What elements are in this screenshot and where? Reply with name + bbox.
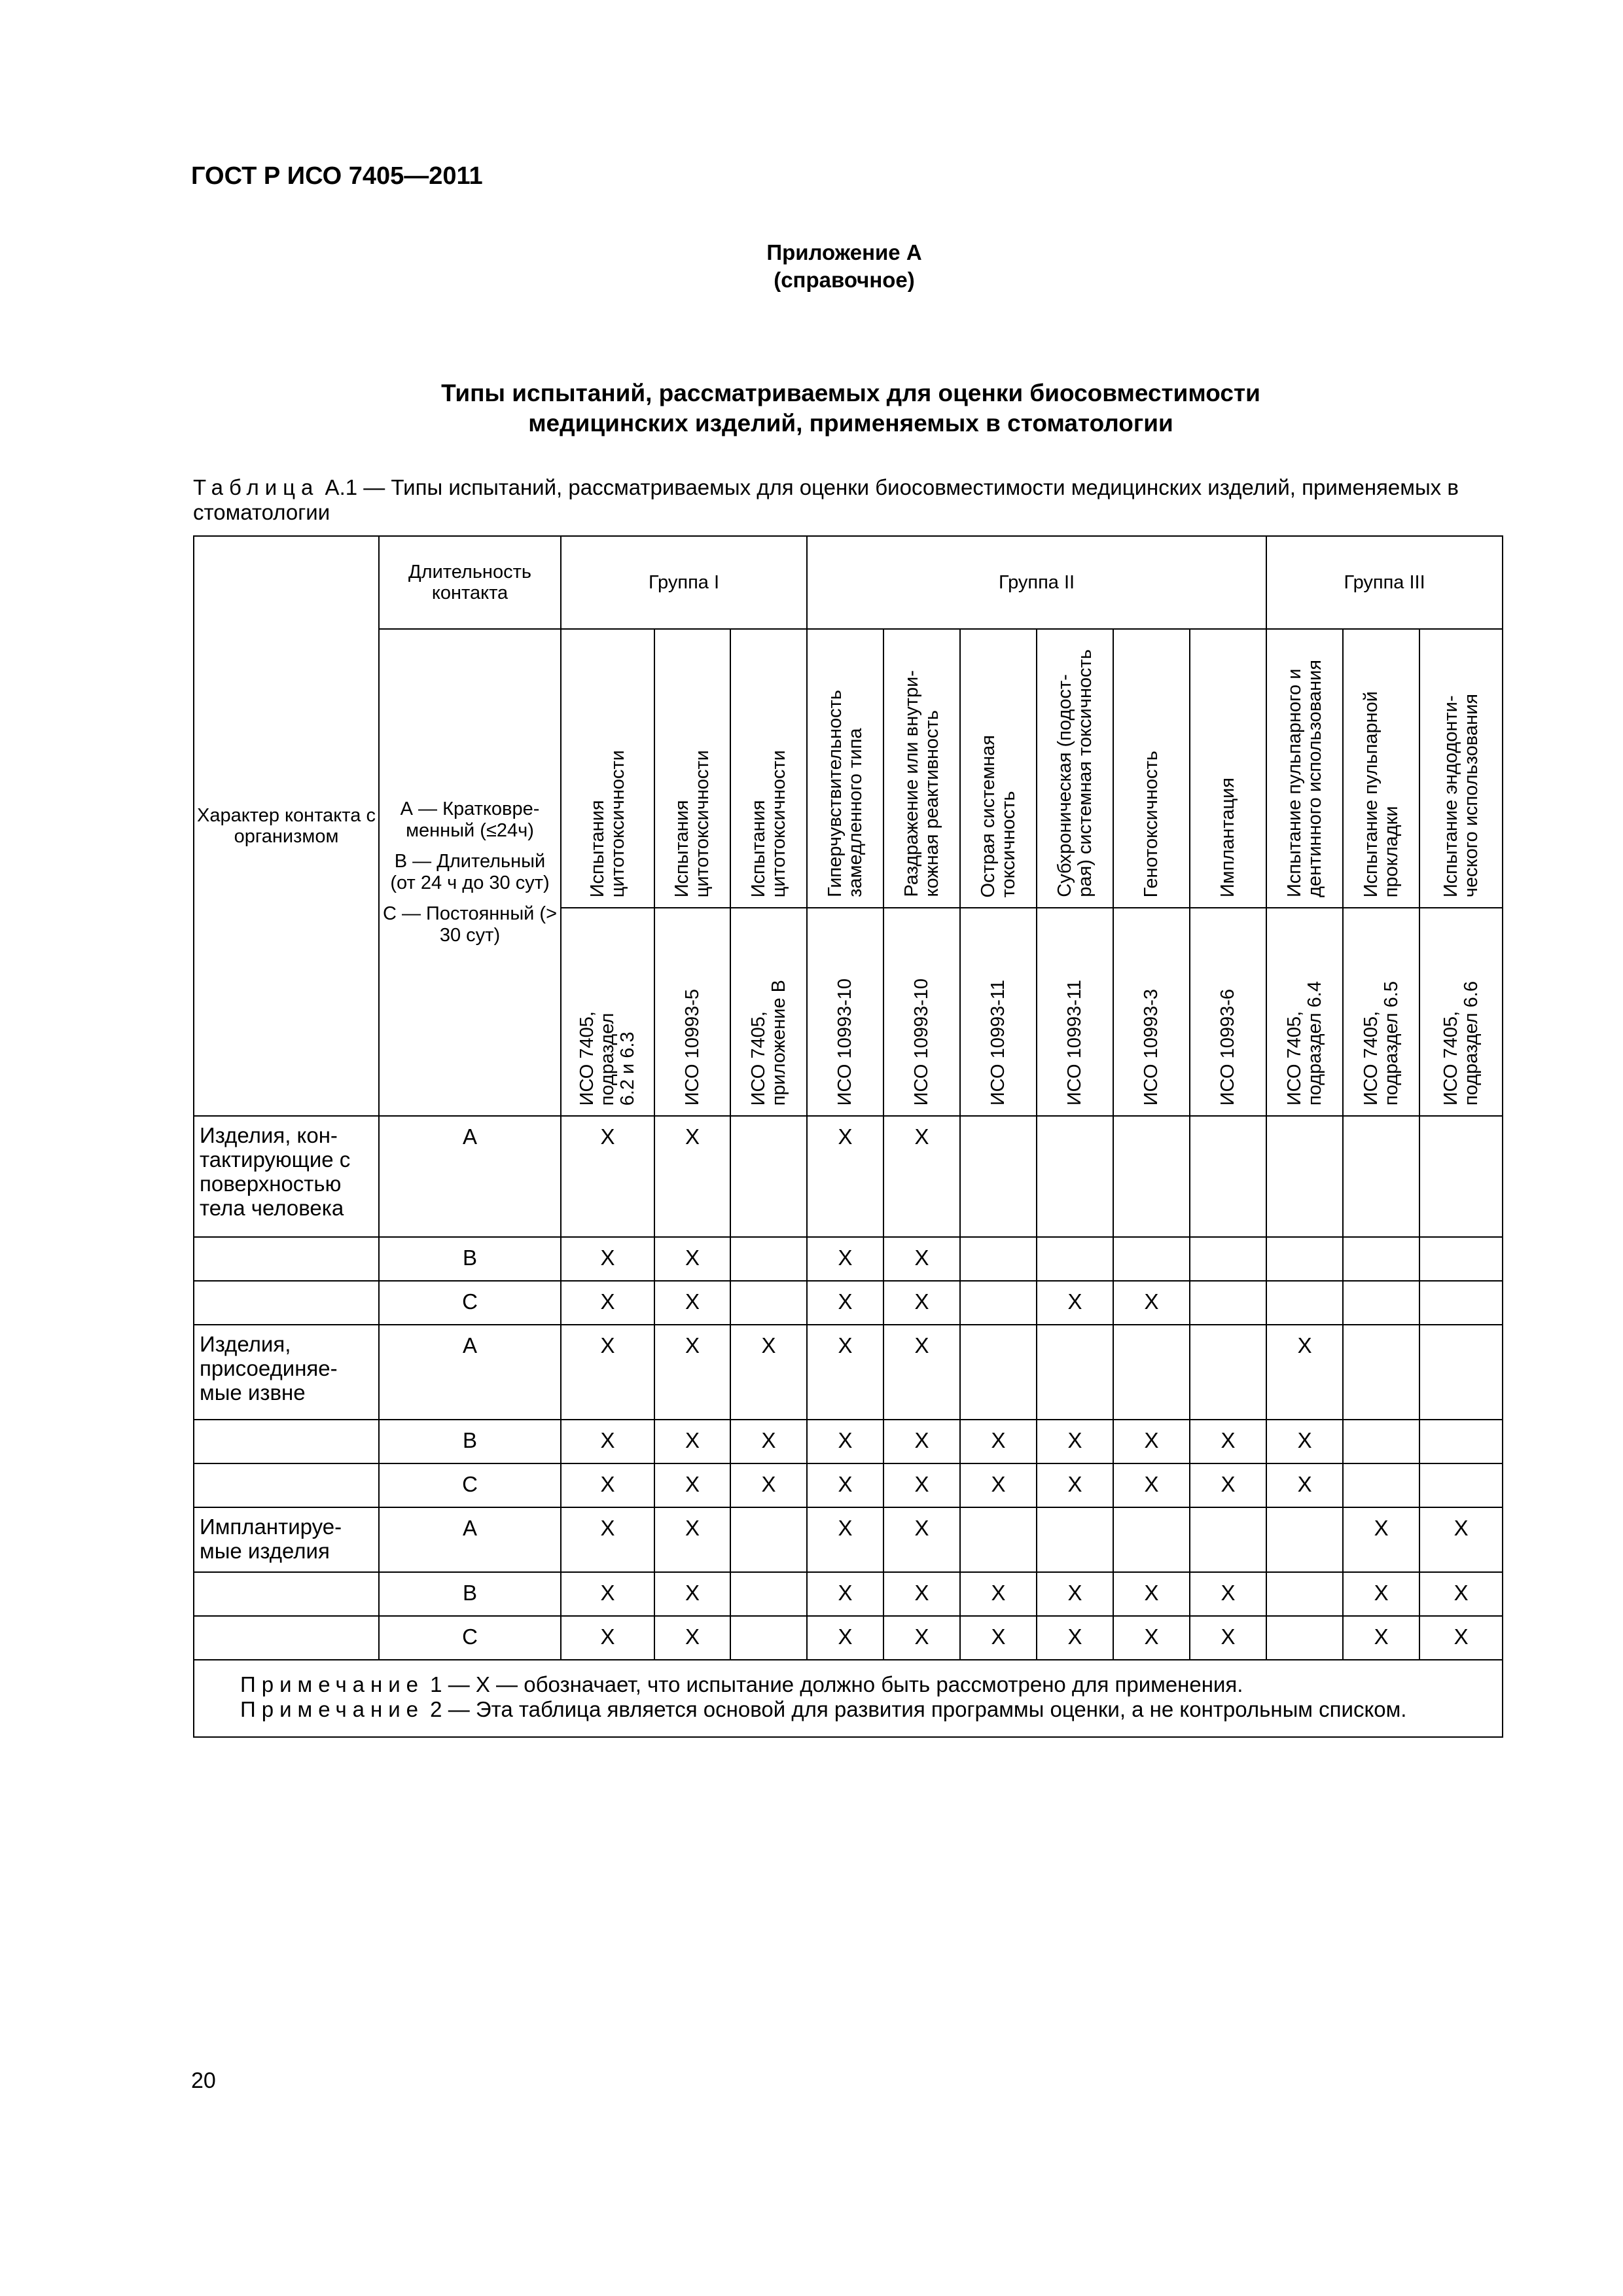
contact-duration-cell: А xyxy=(379,1116,561,1237)
test-header-5 xyxy=(883,629,960,908)
test-mark-cell: X xyxy=(960,1420,1037,1463)
standard-header-10 xyxy=(1266,908,1343,1116)
table-row xyxy=(194,1463,1503,1507)
test-mark-cell: X xyxy=(1190,1420,1266,1463)
test-mark-cell: X xyxy=(654,1616,730,1660)
test-mark-cell: X xyxy=(807,1281,883,1325)
test-mark-cell: X xyxy=(561,1420,654,1463)
contact-duration-cell: С xyxy=(379,1463,561,1507)
test-mark-cell xyxy=(1343,1420,1419,1463)
test-mark-cell: X xyxy=(1419,1572,1503,1616)
group-2-header: Группа II xyxy=(807,536,1266,629)
note-text: 2 — Эта таблица является основой для развития программы оценки, а не контрольным списком. xyxy=(424,1697,1407,1721)
appendix-title: Приложение А xyxy=(766,240,922,264)
table-caption xyxy=(193,475,1502,525)
test-mark-cell xyxy=(1343,1116,1419,1237)
test-mark-cell: X xyxy=(883,1572,960,1616)
table-row xyxy=(194,1325,1503,1420)
appendix-subtitle: (справочное) xyxy=(774,268,915,292)
test-mark-cell: X xyxy=(1113,1420,1190,1463)
duration-legend xyxy=(379,629,561,1116)
test-name: Испытания цитотоксичности xyxy=(747,749,789,897)
test-mark-cell: X xyxy=(883,1420,960,1463)
test-mark-cell: X xyxy=(1419,1616,1503,1660)
contact-character-cell: Изделия, кон-тактирующие с поверхностью тела человека xyxy=(194,1116,379,1237)
test-header-9 xyxy=(1190,629,1266,908)
test-mark-cell: X xyxy=(883,1116,960,1237)
test-name: Острая системная токсичность xyxy=(977,734,1019,897)
contact-duration-cell: С xyxy=(379,1281,561,1325)
table-row xyxy=(194,1237,1503,1281)
test-mark-cell xyxy=(1266,1616,1343,1660)
test-mark-cell: X xyxy=(654,1507,730,1572)
test-header-7 xyxy=(1037,629,1113,908)
contact-character-cell xyxy=(194,1281,379,1325)
test-mark-cell xyxy=(1343,1237,1419,1281)
standard-header-8 xyxy=(1113,908,1190,1116)
standard-header-4 xyxy=(807,908,883,1116)
standard-reference: ИСО 10993-10 xyxy=(911,978,933,1105)
standard-header-6 xyxy=(960,908,1037,1116)
note-label: Примечание xyxy=(240,1697,425,1721)
test-mark-cell xyxy=(730,1507,807,1572)
test-mark-cell: X xyxy=(960,1572,1037,1616)
contact-character-cell: Имплантируе-мые изделия xyxy=(194,1507,379,1572)
test-header-1 xyxy=(561,629,654,908)
test-mark-cell xyxy=(1266,1116,1343,1237)
main-title-line-1: Типы испытаний, рассматриваемых для оценки биосовместимости xyxy=(441,380,1260,406)
test-mark-cell: X xyxy=(807,1237,883,1281)
contact-character-cell xyxy=(194,1237,379,1281)
table-caption-text: А.1 — Типы испытаний, рассматриваемых для оценки биосовместимости медицинских изделий, применяемых в стоматологии xyxy=(193,475,1459,524)
test-header-12 xyxy=(1419,629,1503,908)
test-mark-cell: X xyxy=(1113,1616,1190,1660)
test-mark-cell: X xyxy=(1113,1572,1190,1616)
contact-character-cell xyxy=(194,1616,379,1660)
test-mark-cell: X xyxy=(807,1463,883,1507)
test-name: Раздражение или внутри- кожная реактивность xyxy=(901,670,942,897)
test-mark-cell xyxy=(1419,1116,1503,1237)
standard-reference: ИСО 7405, приложение В xyxy=(747,979,789,1105)
test-mark-cell xyxy=(1190,1116,1266,1237)
test-mark-cell: X xyxy=(654,1420,730,1463)
test-mark-cell: X xyxy=(730,1463,807,1507)
test-mark-cell: X xyxy=(1266,1325,1343,1420)
contact-duration-cell: В xyxy=(379,1572,561,1616)
standard-header-1 xyxy=(561,908,654,1116)
test-name: Субхроническая (подост- рая) системная токсичность xyxy=(1054,649,1096,897)
test-mark-cell: X xyxy=(1419,1507,1503,1572)
test-mark-cell: X xyxy=(883,1616,960,1660)
test-mark-cell: X xyxy=(883,1463,960,1507)
standard-header-3 xyxy=(730,908,807,1116)
test-mark-cell: X xyxy=(1037,1281,1113,1325)
test-header-8 xyxy=(1113,629,1190,908)
test-mark-cell xyxy=(960,1116,1037,1237)
test-mark-cell: X xyxy=(654,1325,730,1420)
contact-character-cell xyxy=(194,1572,379,1616)
test-mark-cell: X xyxy=(883,1507,960,1572)
test-mark-cell xyxy=(1190,1507,1266,1572)
test-mark-cell: X xyxy=(561,1116,654,1237)
test-mark-cell: X xyxy=(561,1572,654,1616)
test-mark-cell: X xyxy=(561,1237,654,1281)
note-2 xyxy=(240,1697,1497,1722)
test-header-3 xyxy=(730,629,807,908)
table-row xyxy=(194,1572,1503,1616)
main-title xyxy=(275,378,1427,439)
contact-duration-cell: С xyxy=(379,1616,561,1660)
test-mark-cell: X xyxy=(654,1463,730,1507)
test-mark-cell: X xyxy=(807,1507,883,1572)
test-mark-cell xyxy=(1266,1572,1343,1616)
test-header-4 xyxy=(807,629,883,908)
test-name: Испытания цитотоксичности xyxy=(671,749,713,897)
document-code: ГОСТ Р ИСО 7405—2011 xyxy=(191,162,483,190)
contact-character-cell: Изделия, присоединяе-мые извне xyxy=(194,1325,379,1420)
test-mark-cell: X xyxy=(730,1420,807,1463)
test-mark-cell: X xyxy=(883,1237,960,1281)
test-mark-cell: X xyxy=(807,1616,883,1660)
test-mark-cell xyxy=(730,1572,807,1616)
test-mark-cell xyxy=(730,1281,807,1325)
standard-header-7 xyxy=(1037,908,1113,1116)
test-mark-cell xyxy=(1343,1281,1419,1325)
test-mark-cell: X xyxy=(1037,1420,1113,1463)
test-mark-cell: X xyxy=(1037,1572,1113,1616)
test-mark-cell xyxy=(960,1281,1037,1325)
test-mark-cell xyxy=(1037,1237,1113,1281)
test-mark-cell: X xyxy=(807,1116,883,1237)
character-header: Характер контакта с организмом xyxy=(194,536,379,1116)
test-mark-cell: X xyxy=(561,1507,654,1572)
test-mark-cell: X xyxy=(561,1616,654,1660)
page-number: 20 xyxy=(191,2068,216,2093)
test-mark-cell: X xyxy=(1113,1463,1190,1507)
standard-reference: ИСО 7405, подраздел 6.5 xyxy=(1360,980,1402,1105)
test-mark-cell xyxy=(1419,1237,1503,1281)
contact-duration-cell: В xyxy=(379,1237,561,1281)
test-mark-cell: X xyxy=(1343,1572,1419,1616)
test-name: Генотоксичность xyxy=(1141,750,1162,897)
test-mark-cell xyxy=(1037,1116,1113,1237)
test-mark-cell: X xyxy=(883,1325,960,1420)
appendix-heading xyxy=(654,239,1034,294)
test-mark-cell: X xyxy=(654,1281,730,1325)
contact-character-cell xyxy=(194,1463,379,1507)
test-mark-cell xyxy=(1190,1237,1266,1281)
test-mark-cell: X xyxy=(730,1325,807,1420)
test-mark-cell: X xyxy=(1343,1507,1419,1572)
test-mark-cell: X xyxy=(807,1420,883,1463)
test-mark-cell xyxy=(960,1507,1037,1572)
duration-legend-c: С — Постоянный (> 30 сут) xyxy=(382,903,558,946)
test-mark-cell: X xyxy=(807,1325,883,1420)
standard-reference: ИСО 10993-11 xyxy=(988,979,1009,1105)
test-mark-cell xyxy=(730,1116,807,1237)
test-mark-cell: X xyxy=(883,1281,960,1325)
test-mark-cell xyxy=(1037,1325,1113,1420)
test-mark-cell: X xyxy=(1190,1616,1266,1660)
test-name: Испытание эндодонти- ческого использования xyxy=(1440,693,1482,897)
table-notes xyxy=(194,1660,1503,1737)
test-mark-cell xyxy=(730,1237,807,1281)
test-mark-cell: X xyxy=(1037,1616,1113,1660)
test-mark-cell xyxy=(1419,1463,1503,1507)
table-row xyxy=(194,1616,1503,1660)
standard-reference: ИСО 7405, подраздел 6.4 xyxy=(1283,980,1325,1105)
test-mark-cell: X xyxy=(654,1116,730,1237)
main-title-line-2: медицинских изделий, применяемых в стоматологии xyxy=(528,410,1173,437)
table-caption-label: Таблица xyxy=(193,475,319,499)
test-mark-cell xyxy=(1113,1325,1190,1420)
standard-reference: ИСО 7405, подраздел 6.6 xyxy=(1440,980,1482,1105)
test-mark-cell: X xyxy=(561,1463,654,1507)
test-mark-cell: X xyxy=(654,1237,730,1281)
table-row xyxy=(194,1281,1503,1325)
test-header-2 xyxy=(654,629,730,908)
test-mark-cell: X xyxy=(960,1616,1037,1660)
test-mark-cell xyxy=(1113,1237,1190,1281)
duration-legend-b: В — Длительный (от 24 ч до 30 сут) xyxy=(390,851,550,893)
test-header-10 xyxy=(1266,629,1343,908)
test-mark-cell xyxy=(1113,1116,1190,1237)
contact-duration-cell: В xyxy=(379,1420,561,1463)
standard-header-9 xyxy=(1190,908,1266,1116)
note-1 xyxy=(240,1672,1497,1697)
standard-header-12 xyxy=(1419,908,1503,1116)
test-mark-cell xyxy=(1266,1507,1343,1572)
test-mark-cell: X xyxy=(1343,1616,1419,1660)
standard-reference: ИСО 10993-10 xyxy=(834,978,856,1105)
contact-duration-cell: А xyxy=(379,1325,561,1420)
group-3-header: Группа III xyxy=(1266,536,1503,629)
table-row xyxy=(194,1420,1503,1463)
biocompatibility-table xyxy=(193,535,1503,1738)
test-mark-cell: X xyxy=(1266,1420,1343,1463)
test-mark-cell: X xyxy=(1037,1463,1113,1507)
standard-reference: ИСО 10993-5 xyxy=(681,988,703,1105)
test-mark-cell: X xyxy=(807,1572,883,1616)
duration-header: Длительность контакта xyxy=(379,536,561,629)
standard-header-5 xyxy=(883,908,960,1116)
test-mark-cell xyxy=(1419,1325,1503,1420)
test-mark-cell: X xyxy=(1266,1463,1343,1507)
test-mark-cell: X xyxy=(1113,1281,1190,1325)
test-mark-cell xyxy=(1266,1237,1343,1281)
test-mark-cell: X xyxy=(960,1463,1037,1507)
test-mark-cell xyxy=(730,1616,807,1660)
test-mark-cell xyxy=(1266,1281,1343,1325)
note-text: 1 — X — обозначает, что испытание должно быть рассмотрено для применения. xyxy=(424,1672,1243,1696)
contact-character-cell xyxy=(194,1420,379,1463)
test-mark-cell xyxy=(1190,1325,1266,1420)
test-name: Испытание пульпарного и дентинного использования xyxy=(1283,660,1325,897)
standard-reference: ИСО 10993-6 xyxy=(1217,988,1239,1105)
contact-duration-cell: А xyxy=(379,1507,561,1572)
test-mark-cell: X xyxy=(654,1572,730,1616)
group-1-header: Группа I xyxy=(561,536,807,629)
test-mark-cell xyxy=(960,1325,1037,1420)
test-mark-cell: X xyxy=(1190,1463,1266,1507)
test-mark-cell xyxy=(1037,1507,1113,1572)
test-name: Имплантация xyxy=(1217,777,1239,897)
test-mark-cell xyxy=(1190,1281,1266,1325)
test-name: Гиперчувствительность замедленного типа xyxy=(824,690,866,897)
test-mark-cell xyxy=(1419,1420,1503,1463)
test-mark-cell xyxy=(960,1237,1037,1281)
test-mark-cell xyxy=(1343,1325,1419,1420)
test-name: Испытание пульпарной прокладки xyxy=(1360,691,1402,897)
standard-header-11 xyxy=(1343,908,1419,1116)
test-header-6 xyxy=(960,629,1037,908)
duration-legend-a: А — Кратковре-менный (≤24ч) xyxy=(400,798,540,841)
standard-reference: ИСО 7405, подраздел 6.2 и 6.3 xyxy=(577,1011,638,1105)
test-mark-cell: X xyxy=(561,1281,654,1325)
test-mark-cell xyxy=(1113,1507,1190,1572)
test-mark-cell xyxy=(1419,1281,1503,1325)
test-name: Испытания цитотоксичности xyxy=(586,749,628,897)
note-label: Примечание xyxy=(240,1672,425,1696)
test-mark-cell: X xyxy=(561,1325,654,1420)
test-mark-cell xyxy=(1343,1463,1419,1507)
test-mark-cell: X xyxy=(1190,1572,1266,1616)
standard-reference: ИСО 10993-3 xyxy=(1141,988,1162,1105)
test-header-11 xyxy=(1343,629,1419,908)
standard-header-2 xyxy=(654,908,730,1116)
table-row xyxy=(194,1116,1503,1237)
standard-reference: ИСО 10993-11 xyxy=(1064,979,1086,1105)
table-row xyxy=(194,1507,1503,1572)
